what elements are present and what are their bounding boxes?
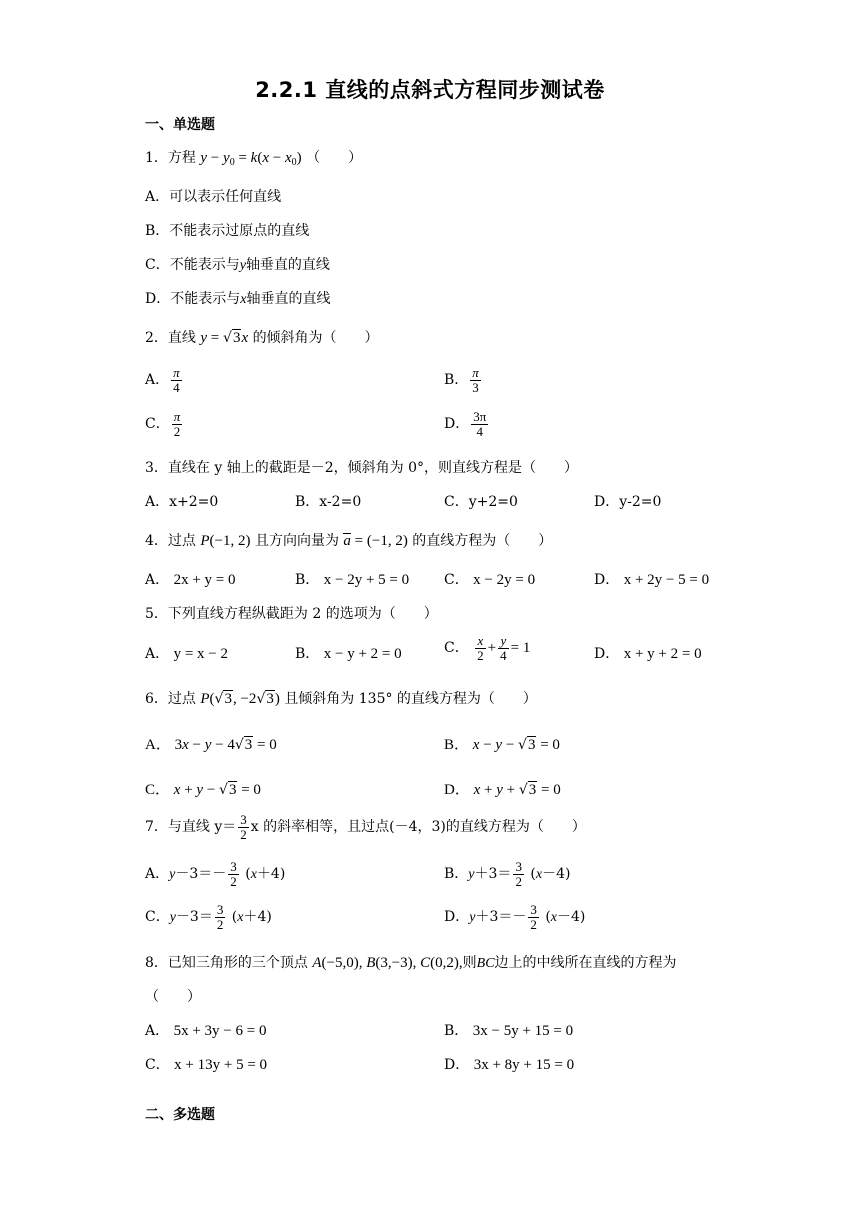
q8-option-c-label: C． xyxy=(145,1057,170,1073)
q4-suffix: 的直线方程为（ ） xyxy=(412,533,553,549)
q7-option-d: D．y＋3＝－ $\frac{3}{2}$ (x－4) xyxy=(444,902,586,932)
q1-option-d-text: D．不能表示与 xyxy=(145,291,241,307)
q8-option-a-label: A． xyxy=(145,1023,170,1039)
q8-option-c-value: x + 13y + 5 = 0 xyxy=(174,1057,268,1073)
q8-suffix: 边上的中线所在直线的方程为 xyxy=(494,955,677,971)
q5-option-d-label: D． xyxy=(594,646,620,662)
question-7 xyxy=(145,813,586,841)
q2-option-d xyxy=(444,410,490,438)
q4-option-b-value: x − 2y + 5 = 0 xyxy=(323,572,410,588)
q7-option-b-label: B． xyxy=(444,866,469,883)
q1-formula: $y - y_0 = k(x - x_0)$ xyxy=(200,150,302,168)
q5-option-d xyxy=(594,643,702,663)
question-4 xyxy=(145,530,552,550)
q7-option-a: A．y－3＝－ $\frac{3}{2}$ (x＋4) xyxy=(145,859,286,889)
q6-option-a-label: A． xyxy=(145,737,171,753)
q8-vertices: A(−5,0), B(3,−3), C(0,2), xyxy=(312,955,463,971)
q8-option-b xyxy=(444,1020,573,1040)
q7-option-c: C．y－3＝ $\frac{3}{2}$ (x＋4) xyxy=(145,902,272,932)
q8-option-d-label: D． xyxy=(444,1057,470,1073)
q6-option-d: D． x + y + √3 = 0 xyxy=(444,782,561,798)
q4-option-c-value: x − 2y = 0 xyxy=(473,572,536,588)
q6-option-c-label: C． xyxy=(145,782,171,798)
fraction: $\frac{3}{2}$ xyxy=(530,902,537,932)
q4-middle: 且方向向量为 xyxy=(254,533,339,549)
q1-option-c: C．不能表示与y轴垂直的直线 xyxy=(145,257,330,273)
fraction: $\frac{3\pi}{4}$ xyxy=(473,409,487,439)
q7-suffix: x 的斜率相等，且过点(－4，3)的直线方程为（ ） xyxy=(250,819,586,836)
question-2 xyxy=(145,327,379,347)
q2-option-a xyxy=(145,366,184,394)
q2-option-c xyxy=(145,410,184,438)
q2-option-b-label: B． xyxy=(444,372,469,389)
fraction: $\frac{\pi}{3}$ xyxy=(472,365,479,395)
q2-option-d-label: D． xyxy=(444,416,470,433)
q5-option-c: C． $\frac{x}{2}$ + $\frac{y}{4}$ = 1 xyxy=(444,633,531,663)
question-8: 8．已知三角形的三个顶点 A(−5,0), B(3,−3), C(0,2),则BC边上的中线所在直线的方程为 xyxy=(145,955,677,971)
q5-option-c-value: = 1 xyxy=(510,640,531,657)
q4-option-b xyxy=(295,569,409,589)
q4-option-c-label: C． xyxy=(444,572,469,588)
q1-option-d-suffix: 轴垂直的直线 xyxy=(246,291,331,307)
q6-option-a: A． 3x − y − 4√3 = 0 xyxy=(145,737,277,753)
q3-option-c-label: C． xyxy=(444,494,469,510)
q5-option-b-label: B． xyxy=(295,646,320,662)
q8-option-b-value: 3x − 5y + 15 = 0 xyxy=(472,1023,574,1039)
q1-option-c-text: C．不能表示与 xyxy=(145,257,240,273)
q4-option-b-label: B． xyxy=(295,572,320,588)
question-3: 3．直线在 y 轴上的截距是－2，倾斜角为 0°，则直线方程是（ ） xyxy=(145,460,578,476)
q2-suffix: 的倾斜角为（ ） xyxy=(252,330,379,346)
fraction: $\frac{3}{2}$ xyxy=(240,812,247,842)
q4-option-d xyxy=(594,569,709,589)
q4-option-d-value: x + 2y − 5 = 0 xyxy=(623,572,710,588)
q1-blank: （ ） xyxy=(306,150,363,166)
q3-option-a-value: x+2=0 xyxy=(169,494,219,510)
fraction: $\frac{\pi}{2}$ xyxy=(173,409,181,439)
q4-option-c xyxy=(444,569,535,589)
q6-option-c: C． x + y − √3 = 0 xyxy=(145,782,261,798)
page-title: 2.2.1 直线的点斜式方程同步测试卷 xyxy=(255,78,605,102)
q8-option-a-value: 5x + 3y − 6 = 0 xyxy=(173,1023,267,1039)
q7-option-c-label: C． xyxy=(145,909,170,926)
question-1 xyxy=(145,147,362,168)
q3-option-a xyxy=(145,491,218,511)
q6-point: P(√3, −2√3) xyxy=(200,691,280,707)
section-multiple-choice: 二、多选题 xyxy=(145,1107,215,1123)
question-5: 5．下列直线方程纵截距为 2 的选项为（ ） xyxy=(145,606,438,622)
q1-option-c-suffix: 轴垂直的直线 xyxy=(245,257,330,273)
q3-option-c xyxy=(444,491,518,511)
q8-option-b-label: B． xyxy=(444,1023,469,1039)
fraction: $\frac{3}{2}$ xyxy=(216,902,224,932)
q3-option-a-label: A． xyxy=(145,494,170,510)
q1-option-a: A．可以表示任何直线 xyxy=(145,189,282,205)
q3-option-b xyxy=(295,491,361,511)
q3-option-d-label: D． xyxy=(594,494,620,510)
q5-option-a-value: y = x − 2 xyxy=(173,646,228,662)
q6-option-d-label: D． xyxy=(444,782,470,798)
q2-option-c-label: C． xyxy=(145,416,170,433)
fraction: $\frac{3}{2}$ xyxy=(230,859,237,889)
q2-prefix: 2．直线 xyxy=(145,330,196,346)
q8-prefix: 8．已知三角形的三个顶点 xyxy=(145,955,308,971)
q2-option-a-label: A． xyxy=(145,372,170,389)
fraction: $\frac{\pi}{4}$ xyxy=(173,365,180,395)
q4-option-a-value: 2x + y = 0 xyxy=(173,572,236,588)
q5-option-b xyxy=(295,643,402,663)
q7-option-a-label: A． xyxy=(145,866,170,883)
q7-prefix: 7．与直线 y＝ xyxy=(145,819,237,836)
fraction: $\frac{y}{4}$ xyxy=(500,633,507,663)
q8-option-d xyxy=(444,1054,574,1074)
q3-option-d xyxy=(594,491,661,511)
q2-option-b xyxy=(444,366,483,394)
q8-option-a xyxy=(145,1020,266,1040)
question-6 xyxy=(145,688,537,708)
q3-option-d-value: y-2=0 xyxy=(619,494,662,510)
q5-option-a xyxy=(145,643,228,663)
q1-option-d: D．不能表示与x轴垂直的直线 xyxy=(145,291,331,307)
q4-prefix: 4．过点 xyxy=(145,533,196,549)
q8-blank: （ ） xyxy=(145,989,201,1005)
q2-formula: y = √3x xyxy=(200,330,249,346)
fraction: $\frac{x}{2}$ xyxy=(477,633,484,663)
q4-point: P(−1, 2) xyxy=(200,533,251,549)
q6-suffix: 且倾斜角为 135° 的直线方程为（ ） xyxy=(284,691,537,707)
q5-option-d-value: x + y + 2 = 0 xyxy=(623,646,702,662)
q5-option-b-value: x − y + 2 = 0 xyxy=(323,646,402,662)
q5-option-c-label: C． xyxy=(444,640,469,657)
section-single-choice: 一、单选题 xyxy=(145,117,215,133)
q6-prefix: 6．过点 xyxy=(145,691,196,707)
fraction: $\frac{3}{2}$ xyxy=(515,859,522,889)
q3-option-b-label: B． xyxy=(295,494,320,510)
q5-option-a-label: A． xyxy=(145,646,170,662)
q3-option-b-value: x-2=0 xyxy=(319,494,362,510)
q1-prefix: 1．方程 xyxy=(145,150,196,166)
q4-vector: a = (−1, 2) xyxy=(343,533,408,549)
q4-option-d-label: D． xyxy=(594,572,620,588)
q8-option-c xyxy=(145,1054,267,1074)
q1-option-b: B．不能表示过原点的直线 xyxy=(145,223,310,239)
q6-option-b-label: B． xyxy=(444,737,470,753)
q4-option-a-label: A． xyxy=(145,572,170,588)
q3-option-c-value: y+2=0 xyxy=(468,494,518,510)
q6-option-b: B． x − y − √3 = 0 xyxy=(444,737,560,753)
q8-option-d-value: 3x + 8y + 15 = 0 xyxy=(473,1057,575,1073)
q7-option-d-label: D． xyxy=(444,909,470,926)
q7-option-b: B．y＋3＝ $\frac{3}{2}$ (x－4) xyxy=(444,859,571,889)
q4-option-a xyxy=(145,569,236,589)
